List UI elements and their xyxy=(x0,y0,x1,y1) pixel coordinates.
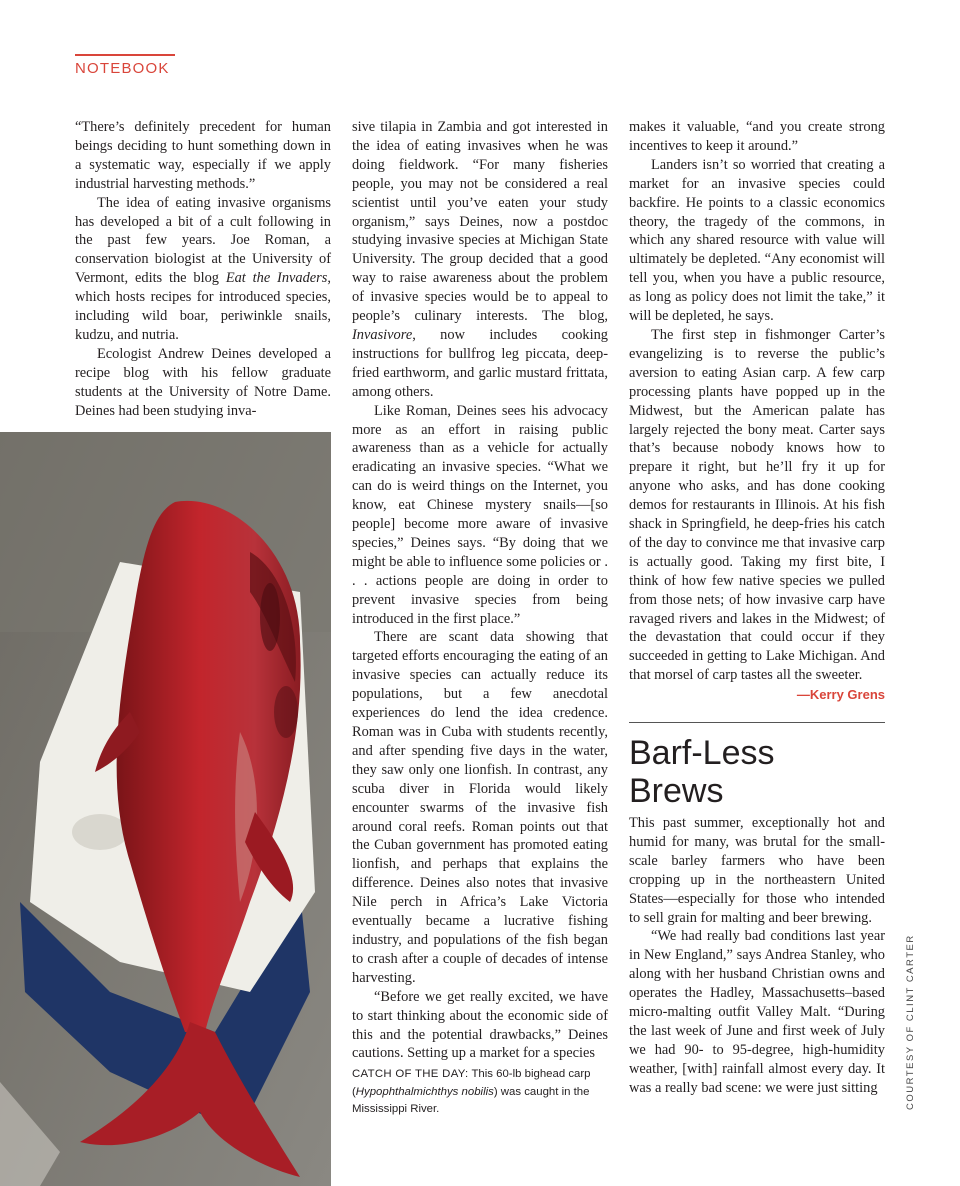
section-rule xyxy=(75,54,175,56)
species-name: Hypophthalmichthys nobilis xyxy=(355,1085,494,1098)
paragraph: Ecologist Andrew Deines developed a recipe blog with his fellow graduate students at the University of Notre Dame. Deines had been studying inva- xyxy=(75,345,331,419)
paragraph: The idea of eating invasive organisms has developed a bit of a cult following in the past few years. Joe Roman, a conservation biologist at the University of Vermont, edits the blog Eat the Invaders, which hosts recipes for introduced species, including wild boar, periwinkle snails, kudzu, and nutria. xyxy=(75,194,331,343)
column-3 xyxy=(629,118,885,705)
paragraph: Landers isn’t so worried that creating a market for an invasive species could backfire. He points to a classic economics theory, the tragedy of the commons, in which any shared resource with value will ultimately be depleted. “Any economist will tell you, when you have a public resource, as long as policy does not limit the take,” it will be depleted, he says. xyxy=(629,156,885,325)
column-1 xyxy=(75,118,331,421)
section-label: NOTEBOOK xyxy=(75,60,170,77)
paragraph: Like Roman, Deines sees his advocacy more as an effort in raising public awareness than as a vehicle for actually eradicating an invasive species. “What we can do is weird things on the Internet, you know, eat Chinese mystery snails—[so people] become more aware of invasive species,” Deines says. “By doing that we might be able to influence some policies or . . . actions people are doing in order to prevent invasive species from being introduced in the first place.” xyxy=(352,402,608,627)
paragraph: “Before we get really excited, we have to start thinking about the economic side of this and the potential drawbacks,” Deines cautions. Setting up a market for a species xyxy=(352,988,608,1062)
paragraph: sive tilapia in Zambia and got interested in the idea of eating invasives when he was doing fieldwork. “For many fisheries people, you may not be considered a real scientist until you’ve eaten your study organism,” says Deines, now a postdoc studying invasive species at Michigan State University. The group decided that a good way to raise awareness about the problem of invasive species would be to appeal to people’s culinary interests. The blog, Invasivore, now includes cooking instructions for bullfrog leg piccata, deep-fried earthworm, and garlic mustard frittata, among others. xyxy=(352,119,608,400)
article-2-body xyxy=(629,814,885,1098)
author-signature: —Kerry Grens xyxy=(796,687,885,703)
article-divider xyxy=(629,722,885,723)
photo-credit: COURTESY OF CLINT CARTER xyxy=(905,934,916,1110)
paragraph: “We had really bad conditions last year in New England,” says Andrea Stanley, who along with her husband Christian owns and operates the Hadley, Massachusetts–based micro-malting outfit Valley Malt. “During the last week of June and first week of July we had 90- to 95-degree, high-humidity weather, [with] rainfall almost every day. It was a really bad scene: we were just sitting xyxy=(629,928,885,1096)
carp-photo xyxy=(0,432,331,1186)
blog-title: Invasivore xyxy=(352,326,413,343)
caption-lead: CATCH OF THE DAY: xyxy=(352,1068,469,1080)
paragraph: makes it valuable, “and you create strong incentives to keep it around.” xyxy=(629,119,885,154)
paragraph: There are scant data showing that targeted efforts encouraging the eating of an invasive species can actually reduce its populations, but a few anecdotal experiences do lend the idea credence. Roman was in Cuba with students recently, and after spending five days in the water, they saw only one lionfish. In contrast, any scuba diver in Florida would likely encounter swarms of the invasive fish around coral reefs. Roman points out that the Cuban government has promoted eating lionfish, and perhaps that explains the difference. Deines also notes that invasive Nile perch in Africa’s Lake Victoria eventually became a lucrative fishing industry, and populations of the fish began to crash after a couple of decades of intense harvesting. xyxy=(352,629,608,986)
article-headline: Barf-Less Brews xyxy=(629,734,775,810)
paragraph: “There’s definitely precedent for human beings deciding to hunt something down in a systematic way, especially if we apply industrial harvesting methods.” xyxy=(75,119,331,192)
blog-title: Eat the Invaders xyxy=(225,270,328,287)
photo-caption: CATCH OF THE DAY: This 60-lb bighead carp (Hypophthalmichthys nobilis) was caught in the Mississippi River. xyxy=(352,1068,591,1116)
column-2 xyxy=(352,118,608,1063)
paragraph: The first step in fishmonger Carter’s evangelizing is to reverse the public’s aversion to eating Asian carp. A few carp processing plants have popped up in the Midwest, but the American palate has largely rejected the bony meat. Carter says that’s because nobody knows how to prepare it right, but he’ll fry it up for anyone who asks, and has done cooking demos for restaurants in Illinois. At his fish shack in Springfield, he deep-fries his catch of the day to convince me that invasive carp is actually good. Taking my first bite, I think of how few native species we pulled from those nets; of how invasive carp have ravaged rivers and lakes in the Midwest; of the devastation that could occur if they succeeded in getting to Lake Michigan. And that morsel of carp tastes all the sweeter. xyxy=(629,326,885,684)
paragraph: This past summer, exceptionally hot and humid for many, was brutal for the small-scale barley farmers who have been cropping up in the northeastern United States—especially for those who intended to sell grain for malting and beer brewing. xyxy=(629,815,885,926)
